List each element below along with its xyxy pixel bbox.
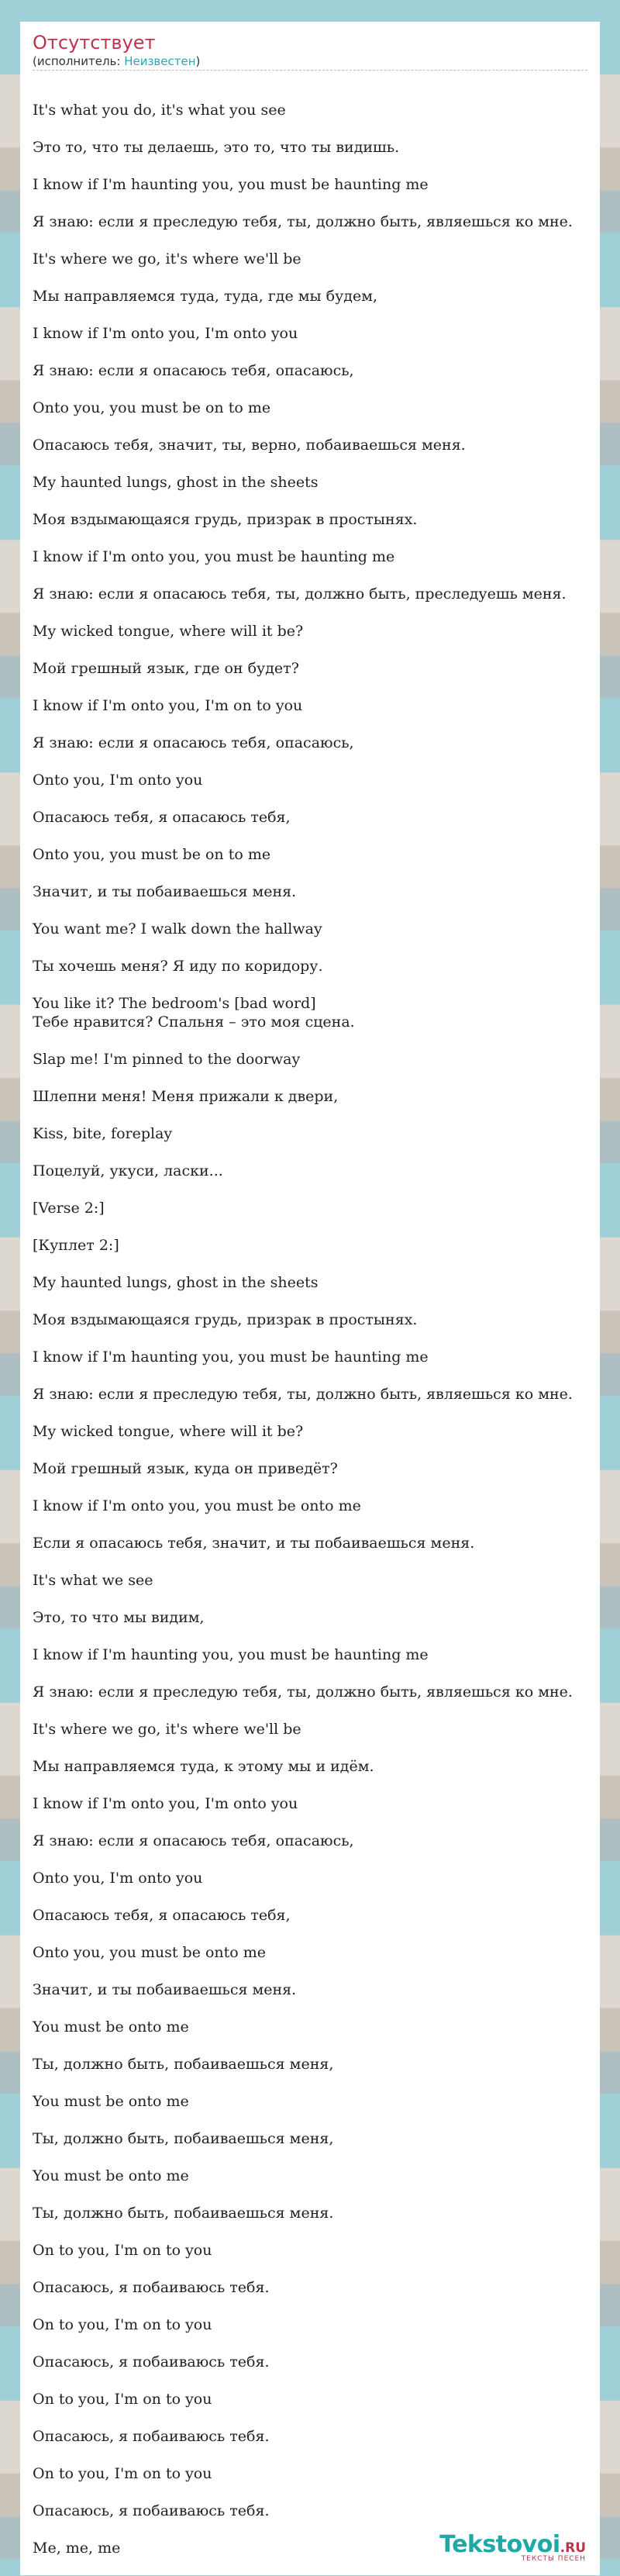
lyric-line: It's where we go, it's where we'll be (33, 1721, 301, 1738)
lyric-line: Моя вздымающаяся грудь, призрак в простынях. (33, 511, 418, 528)
logo-tld: .RU (560, 2540, 586, 2556)
lyric-line: Onto you, I'm onto you (33, 772, 203, 789)
performer-line (33, 54, 587, 71)
lyric-line: Me, me, me (33, 2540, 121, 2557)
logo-tagline: ТЕКСТЫ ПЕСЕН (521, 2555, 586, 2563)
lyric-line: My haunted lungs, ghost in the sheets (33, 474, 319, 491)
lyric-line: On to you, I'm on to you (33, 2242, 212, 2259)
lyric-line: I know if I'm onto you, I'm on to you (33, 697, 303, 714)
lyric-line: Ты, должно быть, побаиваешься меня, (33, 2130, 334, 2147)
performer-suffix: ) (195, 54, 201, 68)
lyric-line: [Куплет 2:] (33, 1237, 119, 1254)
lyric-line: I know if I'm onto you, you must be onto me (33, 1497, 361, 1514)
lyric-line: Тебе нравится? Спальня – это моя сцена. (33, 1013, 355, 1031)
lyric-line: You want me? I walk down the hallway (33, 920, 322, 938)
lyric-line: Я знаю: если я опасаюсь тебя, опасаюсь, (33, 1832, 354, 1849)
song-title: Отсутствует (33, 32, 156, 54)
song-header (33, 31, 587, 71)
lyric-line: I know if I'm haunting you, you must be haunting me (33, 1348, 429, 1366)
lyric-line: Опасаюсь, я побаиваюсь тебя. (33, 2279, 270, 2296)
lyric-line: Мой грешный язык, куда он приведёт? (33, 1460, 338, 1477)
lyric-line: You like it? The bedroom's [bad word] (33, 995, 316, 1012)
lyric-line: Ты, должно быть, побаиваешься меня, (33, 2056, 334, 2073)
lyric-line: Опасаюсь, я побаиваюсь тебя. (33, 2428, 270, 2445)
lyric-line: Мы направляемся туда, к этому мы и идём. (33, 1758, 374, 1775)
lyric-line: It's where we go, it's where we'll be (33, 250, 301, 268)
performer-prefix: (исполнитель: (33, 54, 125, 68)
lyric-line: Onto you, you must be on to me (33, 846, 271, 863)
lyrics-page (20, 22, 600, 2575)
lyric-line: Моя вздымающаяся грудь, призрак в простынях. (33, 1311, 418, 1328)
lyric-line: Если я опасаюсь тебя, значит, и ты побаиваешься меня. (33, 1535, 475, 1552)
lyric-line: Kiss, bite, foreplay (33, 1125, 173, 1142)
lyric-line: Я знаю: если я опасаюсь тебя, ты, должно быть, преследуешь меня. (33, 585, 567, 603)
lyric-line: Slap me! I'm pinned to the doorway (33, 1051, 301, 1068)
lyric-line: On to you, I'm on to you (33, 2465, 212, 2482)
lyric-line: Onto you, I'm onto you (33, 1870, 203, 1887)
lyric-line: Мой грешный язык, где он будет? (33, 660, 299, 677)
lyric-line: Опасаюсь, я побаиваюсь тебя. (33, 2353, 270, 2371)
lyric-line: Поцелуй, укуси, ласки... (33, 1162, 223, 1179)
lyric-line: Я знаю: если я преследую тебя, ты, должно быть, являешься ко мне. (33, 1386, 573, 1403)
lyric-line: Я знаю: если я преследую тебя, ты, должно быть, являешься ко мне. (33, 213, 573, 230)
lyric-line: Я знаю: если я опасаюсь тебя, опасаюсь, (33, 362, 354, 379)
lyric-line: Я знаю: если я опасаюсь тебя, опасаюсь, (33, 734, 354, 751)
lyric-line: Ты, должно быть, побаиваешься меня. (33, 2205, 334, 2222)
lyric-line: Опасаюсь тебя, значит, ты, верно, побаиваешься меня. (33, 437, 466, 454)
lyric-line: It's what you do, it's what you see (33, 102, 286, 119)
lyric-line: Это, то что мы видим, (33, 1609, 205, 1626)
lyric-line: Опасаюсь, я побаиваюсь тебя. (33, 2502, 270, 2519)
performer-link[interactable]: Неизвестен (124, 54, 196, 68)
lyric-line: Опасаюсь тебя, я опасаюсь тебя, (33, 809, 291, 826)
lyric-line: You must be onto me (33, 2093, 189, 2110)
lyric-line: You must be onto me (33, 2018, 189, 2036)
lyric-line: Я знаю: если я преследую тебя, ты, должно быть, являешься ко мне. (33, 1683, 573, 1701)
logo-wordmark: Tekstovoi (439, 2531, 560, 2558)
lyric-line: Onto you, you must be onto me (33, 1944, 267, 1961)
lyric-line: I know if I'm haunting you, you must be haunting me (33, 1646, 429, 1663)
lyric-line: Значит, и ты побаиваешься меня. (33, 883, 297, 900)
lyric-line: On to you, I'm on to you (33, 2316, 212, 2333)
lyric-line: It's what we see (33, 1572, 153, 1589)
lyric-line: Ты хочешь меня? Я иду по коридору. (33, 958, 323, 975)
lyric-line: Мы направляемся туда, туда, где мы будем, (33, 288, 378, 305)
lyric-line: Опасаюсь тебя, я опасаюсь тебя, (33, 1907, 291, 1924)
lyric-line: Значит, и ты побаиваешься меня. (33, 1981, 297, 1998)
lyric-line: [Verse 2:] (33, 1200, 105, 1217)
lyric-line: Шлепни меня! Меня прижали к двери, (33, 1088, 339, 1105)
lyric-line: My wicked tongue, where will it be? (33, 623, 304, 640)
lyric-line: My haunted lungs, ghost in the sheets (33, 1274, 319, 1291)
lyric-line: Это то, что ты делаешь, это то, что ты видишь. (33, 139, 400, 156)
lyric-line: On to you, I'm on to you (33, 2391, 212, 2408)
lyric-line: I know if I'm onto you, I'm onto you (33, 1795, 298, 1812)
lyric-line: You must be onto me (33, 2167, 189, 2184)
lyric-line: My wicked tongue, where will it be? (33, 1423, 304, 1440)
site-logo[interactable] (439, 2531, 586, 2563)
lyric-line: I know if I'm haunting you, you must be haunting me (33, 176, 429, 193)
lyrics-text (33, 101, 592, 2576)
lyric-line: I know if I'm onto you, I'm onto you (33, 325, 298, 342)
lyric-line: Onto you, you must be on to me (33, 399, 271, 416)
lyric-line: I know if I'm onto you, you must be haunting me (33, 548, 395, 565)
